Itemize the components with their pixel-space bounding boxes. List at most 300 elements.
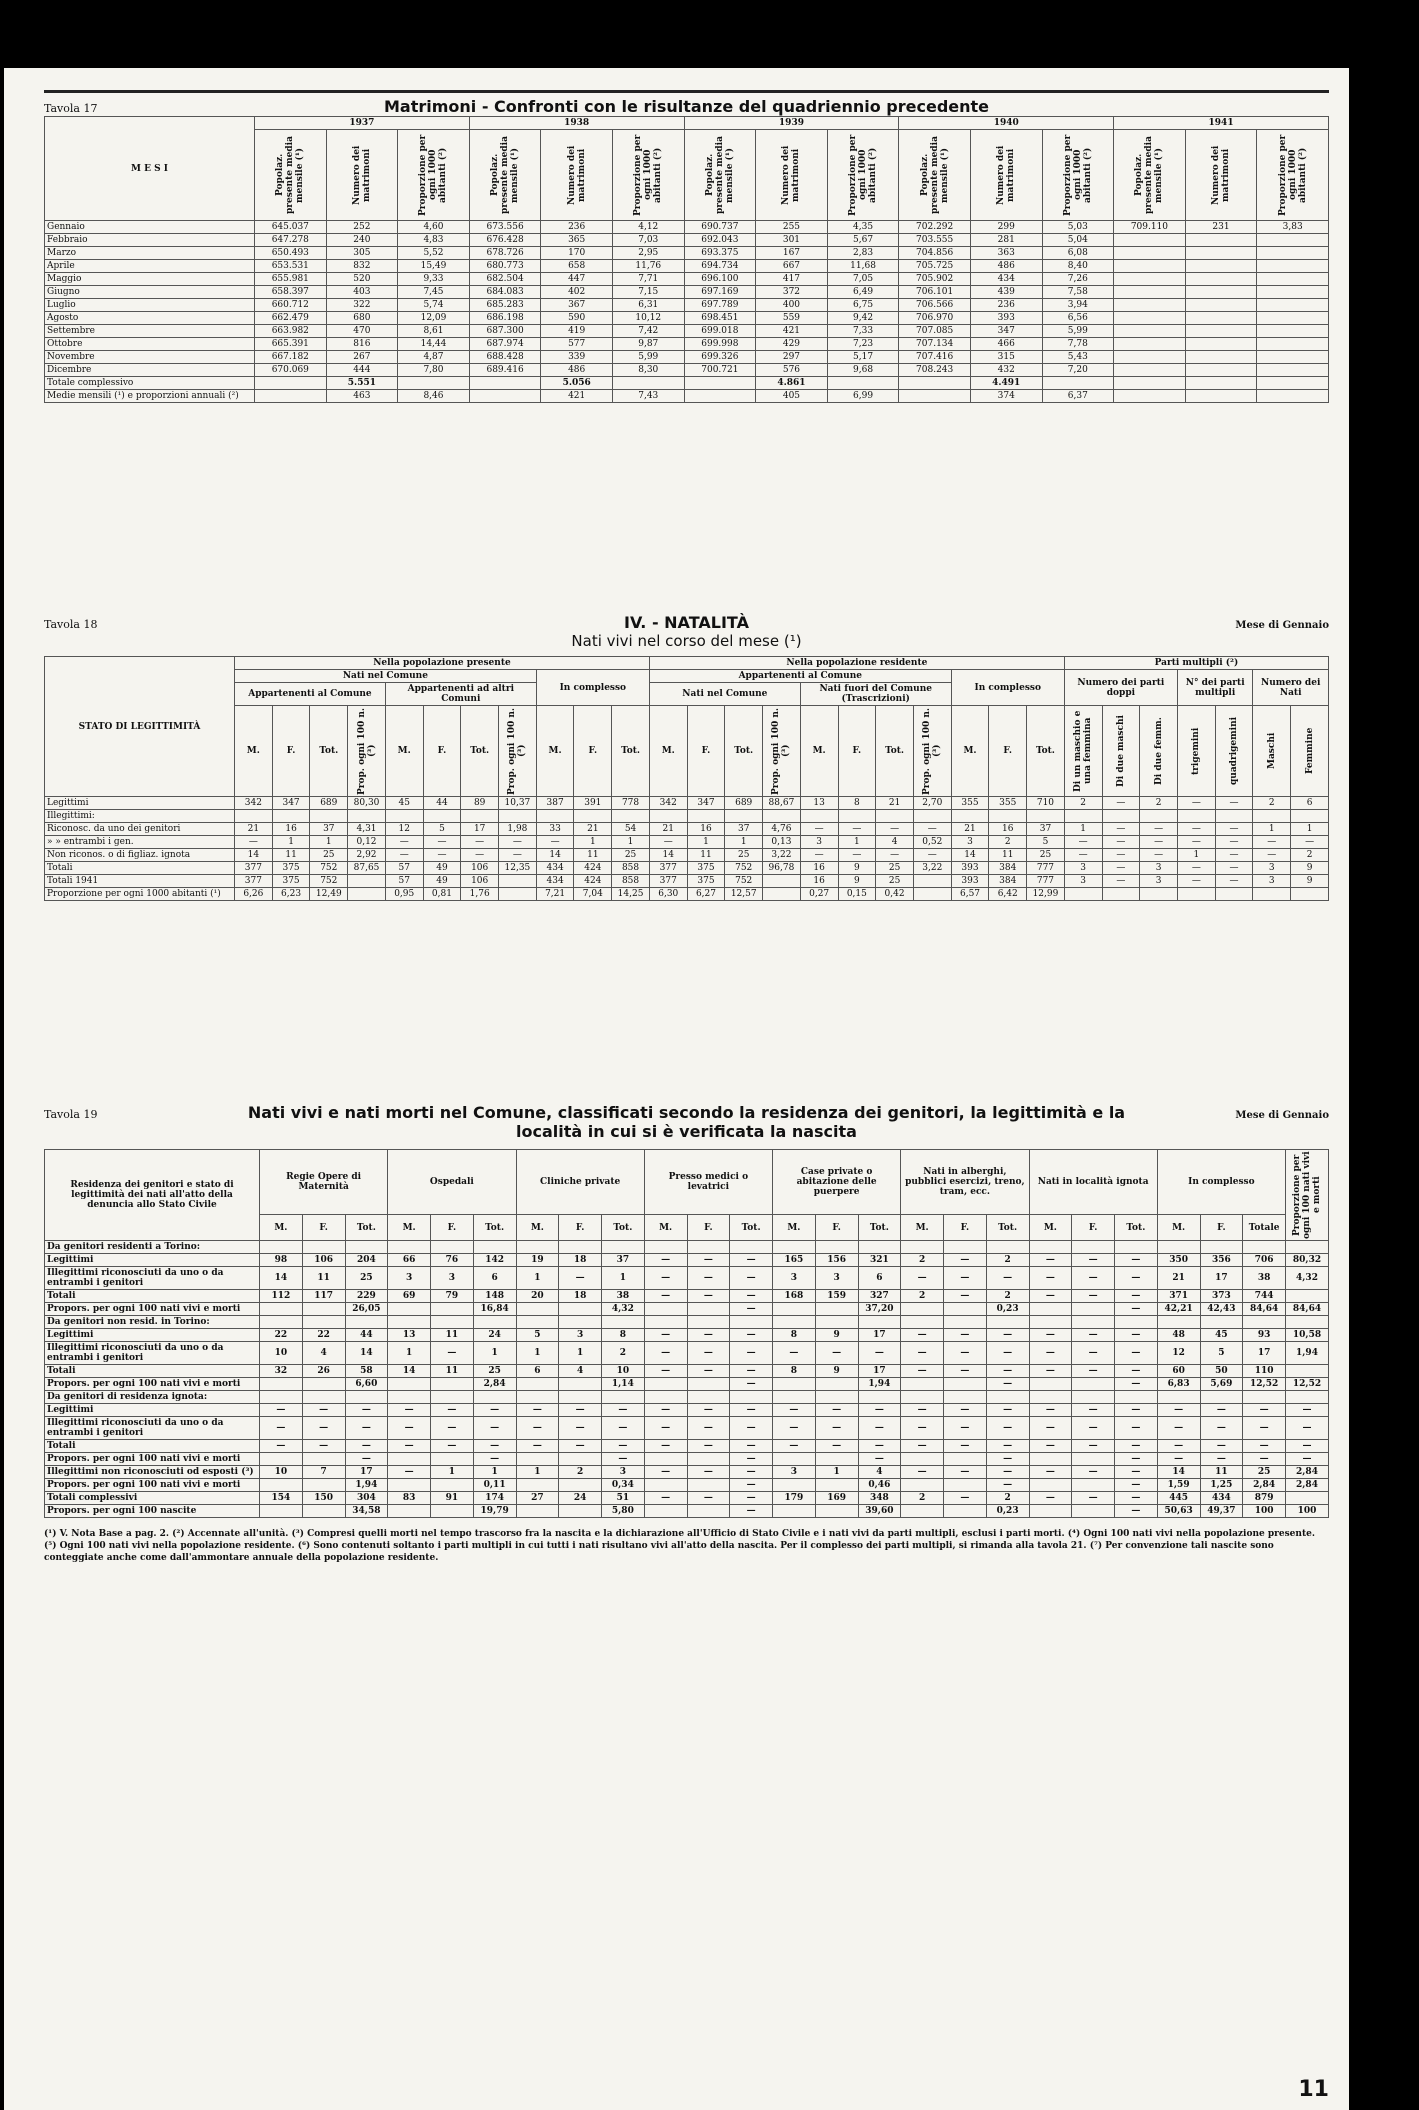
table-cell: 2,70 xyxy=(913,797,951,810)
table-cell: — xyxy=(473,1453,516,1466)
table-cell: 2,95 xyxy=(612,247,684,260)
row-label: Illegittimi non riconosciuti od esposti (³) xyxy=(45,1466,260,1479)
table-cell: 424 xyxy=(574,862,612,875)
table-cell: 391 xyxy=(574,797,612,810)
table-cell: — xyxy=(644,1290,687,1303)
table-cell: 393 xyxy=(951,862,989,875)
table-cell xyxy=(1257,312,1329,325)
table-cell: 14,44 xyxy=(398,338,470,351)
table-cell: 387 xyxy=(536,797,574,810)
table-cell: 7,58 xyxy=(1042,286,1114,299)
col-header: M. xyxy=(644,1215,687,1241)
table-cell: 5 xyxy=(423,823,461,836)
col-header xyxy=(1185,130,1257,221)
table-cell: 12 xyxy=(1157,1342,1200,1365)
medie-label: Medie mensili (¹) e proporzioni annuali (²) xyxy=(45,390,255,403)
prop-header xyxy=(1286,1150,1329,1241)
table-cell: — xyxy=(1064,836,1102,849)
table-cell: — xyxy=(815,1417,858,1440)
table-cell: — xyxy=(944,1417,987,1440)
parti-col-header xyxy=(1291,706,1329,797)
table-cell: 676.428 xyxy=(469,234,541,247)
table-cell: — xyxy=(302,1440,345,1453)
col-header-text: Proporzione per ogni 1000 abitanti (²) xyxy=(418,134,449,216)
table-cell: 384 xyxy=(989,875,1027,888)
table-cell xyxy=(944,1378,987,1391)
table-cell xyxy=(687,1453,730,1466)
col-header-text: Numero dei matrimoni xyxy=(781,145,802,205)
table-cell: — xyxy=(986,1378,1029,1391)
table-cell: — xyxy=(730,1254,773,1267)
table-cell xyxy=(516,1316,559,1329)
table-cell: 165 xyxy=(773,1254,816,1267)
table-cell: 3,94 xyxy=(1042,299,1114,312)
table-cell: 91 xyxy=(431,1492,474,1505)
empty-cell xyxy=(255,390,327,403)
table-cell: 9,42 xyxy=(827,312,899,325)
table-cell: 79 xyxy=(431,1290,474,1303)
table-cell: 142 xyxy=(473,1254,516,1267)
table-cell: 281 xyxy=(970,234,1042,247)
prop-header-text: Proporzione per ogni 100 nati vivi e morti xyxy=(1292,1151,1322,1239)
table-cell xyxy=(1114,325,1186,338)
table-cell: 432 xyxy=(970,364,1042,377)
table-cell: — xyxy=(944,1254,987,1267)
col-header xyxy=(499,706,537,797)
col-header: Tot. xyxy=(858,1215,901,1241)
parti-col-header-text: Femmine xyxy=(1304,727,1315,775)
table-cell xyxy=(1200,1316,1243,1329)
table-cell: 655.981 xyxy=(255,273,327,286)
table-cell xyxy=(1291,810,1329,823)
table-cell: 10,37 xyxy=(499,797,537,810)
table-cell xyxy=(773,1391,816,1404)
table-cell xyxy=(1115,1241,1158,1254)
table-cell xyxy=(1257,260,1329,273)
table-cell: — xyxy=(901,1404,944,1417)
table-cell xyxy=(612,810,650,823)
table-cell: 117 xyxy=(302,1290,345,1303)
table-cell: 37 xyxy=(602,1254,645,1267)
table-cell: — xyxy=(345,1440,388,1453)
row-label: Proporzione per ogni 1000 abitanti (¹) xyxy=(45,888,235,901)
table-cell: 3 xyxy=(773,1466,816,1479)
table-cell: 6,56 xyxy=(1042,312,1114,325)
table-cell: 38 xyxy=(602,1290,645,1303)
table-cell: 658.397 xyxy=(255,286,327,299)
table-cell: — xyxy=(302,1417,345,1440)
table-cell: 6,60 xyxy=(345,1378,388,1391)
table-cell: 706.970 xyxy=(899,312,971,325)
table-cell: 11 xyxy=(302,1267,345,1290)
col-header: F. xyxy=(838,706,876,797)
table-cell: 3 xyxy=(1253,862,1291,875)
col-header: Tot. xyxy=(473,1215,516,1241)
col-header: M. xyxy=(235,706,273,797)
table-cell: 9,33 xyxy=(398,273,470,286)
table-cell xyxy=(499,810,537,823)
col-header-text: Proporzione per ogni 1000 abitanti (²) xyxy=(1277,134,1308,216)
table-cell: 686.198 xyxy=(469,312,541,325)
table-cell xyxy=(302,1453,345,1466)
table-row xyxy=(45,234,1329,247)
table-cell: — xyxy=(388,1417,431,1440)
table-cell xyxy=(1185,260,1257,273)
table-cell xyxy=(516,1391,559,1404)
table-cell: — xyxy=(1115,1254,1158,1267)
table-cell xyxy=(1185,273,1257,286)
presente-header: Nella popolazione presente xyxy=(235,657,650,670)
table-cell xyxy=(499,875,537,888)
table-cell: 2 xyxy=(559,1466,602,1479)
table-cell: 87,65 xyxy=(348,862,386,875)
table-cell xyxy=(986,1391,1029,1404)
table-cell: 21 xyxy=(649,823,687,836)
table-cell: 2 xyxy=(1064,797,1102,810)
table-cell: 707.134 xyxy=(899,338,971,351)
table-cell: 89 xyxy=(461,797,499,810)
table-cell: 168 xyxy=(773,1290,816,1303)
col-header-text: Popolaz. presente media mensile (¹) xyxy=(275,136,306,214)
table-cell: 1 xyxy=(815,1466,858,1479)
table-cell: 348 xyxy=(858,1492,901,1505)
table-cell xyxy=(815,1479,858,1492)
table-cell: 400 xyxy=(756,299,828,312)
table-cell xyxy=(1243,1241,1286,1254)
table-cell: — xyxy=(388,1440,431,1453)
table-cell: 22 xyxy=(302,1329,345,1342)
table-17-section xyxy=(44,88,1329,403)
table-cell xyxy=(1114,286,1186,299)
table-cell: 373 xyxy=(1200,1290,1243,1303)
table-cell: 7,45 xyxy=(398,286,470,299)
table-cell: 24 xyxy=(473,1329,516,1342)
table-cell xyxy=(1185,312,1257,325)
medie-cell xyxy=(1185,390,1257,403)
table-cell: — xyxy=(644,1404,687,1417)
table-cell: 658 xyxy=(541,260,613,273)
table-row xyxy=(45,875,1329,888)
medie-cell: 374 xyxy=(970,390,1042,403)
table-cell xyxy=(986,1241,1029,1254)
col-header: F. xyxy=(989,706,1027,797)
table-cell: 705.725 xyxy=(899,260,971,273)
table-cell: 4 xyxy=(876,836,914,849)
table-cell: 25 xyxy=(725,849,763,862)
table-cell: 342 xyxy=(235,797,273,810)
month-label: Agosto xyxy=(45,312,255,325)
table-cell: 17 xyxy=(345,1466,388,1479)
table-cell xyxy=(687,1303,730,1316)
table-cell: 38 xyxy=(1243,1267,1286,1290)
table-cell: — xyxy=(944,1342,987,1365)
table-cell: — xyxy=(1072,1365,1115,1378)
col-header: F. xyxy=(944,1215,987,1241)
table-cell xyxy=(388,1453,431,1466)
empty-cell xyxy=(899,390,971,403)
table-cell: 347 xyxy=(272,797,310,810)
table-cell: 355 xyxy=(989,797,1027,810)
table-cell: — xyxy=(499,849,537,862)
col-header xyxy=(398,130,470,221)
table-cell xyxy=(1185,234,1257,247)
total-cell: 4.491 xyxy=(970,377,1042,390)
table-row xyxy=(45,1241,1329,1254)
table-cell: — xyxy=(815,1404,858,1417)
table-cell xyxy=(687,1479,730,1492)
table-cell: — xyxy=(858,1440,901,1453)
table-cell: — xyxy=(1072,1329,1115,1342)
table-cell: 434 xyxy=(536,875,574,888)
table-cell: 106 xyxy=(302,1254,345,1267)
table-cell: 20 xyxy=(516,1290,559,1303)
table-cell: — xyxy=(986,1417,1029,1440)
table-cell: 11,68 xyxy=(827,260,899,273)
table-cell xyxy=(1114,338,1186,351)
table-row xyxy=(45,862,1329,875)
table-cell xyxy=(815,1453,858,1466)
table-cell: 777 xyxy=(1027,875,1065,888)
table-cell: 703.555 xyxy=(899,234,971,247)
table-cell: 694.734 xyxy=(684,260,756,273)
table-19-section xyxy=(44,1103,1329,1564)
table-cell: 51 xyxy=(602,1492,645,1505)
table-cell: — xyxy=(986,1267,1029,1290)
table-cell: 2 xyxy=(989,836,1027,849)
table-cell: 179 xyxy=(773,1492,816,1505)
table-cell: 5,99 xyxy=(612,351,684,364)
table-cell: — xyxy=(1200,1440,1243,1453)
table-cell: — xyxy=(1029,1466,1072,1479)
col-header: Tot. xyxy=(310,706,348,797)
table-cell: 2 xyxy=(1253,797,1291,810)
table-cell: 689 xyxy=(310,797,348,810)
app-altri-header: Appartenenti ad altri Comuni xyxy=(385,683,536,706)
table-cell: — xyxy=(901,1329,944,1342)
table-cell: 0,23 xyxy=(986,1303,1029,1316)
col-header-text: Prop. ogni 100 n. (³) xyxy=(356,707,377,795)
table-cell: 4 xyxy=(858,1466,901,1479)
table-cell xyxy=(763,888,801,901)
table-cell: — xyxy=(1115,1440,1158,1453)
table-cell: 707.416 xyxy=(899,351,971,364)
table-cell xyxy=(345,1391,388,1404)
table-cell: 0,95 xyxy=(385,888,423,901)
table-cell: 34,58 xyxy=(345,1505,388,1518)
table-cell: 678.726 xyxy=(469,247,541,260)
table-cell xyxy=(644,1479,687,1492)
col-header-text: Numero dei matrimoni xyxy=(996,145,1017,205)
table-cell xyxy=(1064,810,1102,823)
table-cell xyxy=(1114,260,1186,273)
table-cell xyxy=(1243,1391,1286,1404)
table-cell xyxy=(815,1303,858,1316)
table-cell: 486 xyxy=(970,260,1042,273)
table-cell xyxy=(302,1378,345,1391)
col-header-text: Popolaz. presente media mensile (¹) xyxy=(919,136,950,214)
table-cell: — xyxy=(913,849,951,862)
table-cell: 1 xyxy=(602,1267,645,1290)
table-cell: — xyxy=(901,1417,944,1440)
row-label: Totali xyxy=(45,1365,260,1378)
table-cell: — xyxy=(858,1342,901,1365)
table-cell: 12 xyxy=(385,823,423,836)
table-cell xyxy=(1257,364,1329,377)
empty-cell xyxy=(255,377,327,390)
table-cell: — xyxy=(1253,849,1291,862)
row-label: Legittimi xyxy=(45,797,235,810)
table-cell: 7,20 xyxy=(1042,364,1114,377)
table-cell: 417 xyxy=(756,273,828,286)
table-cell: — xyxy=(388,1404,431,1417)
table-cell: 0,13 xyxy=(763,836,801,849)
table-cell xyxy=(1286,1365,1329,1378)
table-cell: 236 xyxy=(970,299,1042,312)
table-cell: — xyxy=(986,1440,1029,1453)
table-row xyxy=(45,1342,1329,1365)
table-cell: 156 xyxy=(815,1254,858,1267)
table-cell: 4 xyxy=(559,1365,602,1378)
month-label: Settembre xyxy=(45,325,255,338)
table-cell: 4,35 xyxy=(827,221,899,234)
table-cell xyxy=(260,1303,303,1316)
table-18-section xyxy=(44,613,1329,901)
table-cell: 17 xyxy=(858,1329,901,1342)
table-cell xyxy=(1286,1391,1329,1404)
table-cell: 697.789 xyxy=(684,299,756,312)
table-cell: 1 xyxy=(612,836,650,849)
table-row xyxy=(45,1404,1329,1417)
table-cell xyxy=(773,1303,816,1316)
table-cell: — xyxy=(1115,1404,1158,1417)
table-cell xyxy=(260,1391,303,1404)
table-cell: — xyxy=(1072,1492,1115,1505)
table-cell: — xyxy=(602,1440,645,1453)
table-cell: 255 xyxy=(756,221,828,234)
multipli-header: N° dei parti multipli xyxy=(1177,670,1252,706)
table-row xyxy=(45,1492,1329,1505)
table-cell xyxy=(944,1241,987,1254)
table-cell xyxy=(1200,1241,1243,1254)
table-cell xyxy=(1257,299,1329,312)
table-cell xyxy=(602,1391,645,1404)
table-cell: 76 xyxy=(431,1254,474,1267)
table-cell: 321 xyxy=(858,1254,901,1267)
table-cell: 25 xyxy=(612,849,650,862)
table-cell: — xyxy=(423,836,461,849)
table-cell xyxy=(1286,1316,1329,1329)
table-cell xyxy=(388,1303,431,1316)
table-cell: — xyxy=(1115,1466,1158,1479)
table-row xyxy=(45,364,1329,377)
table-cell: — xyxy=(1029,1492,1072,1505)
col-header: F. xyxy=(431,1215,474,1241)
table-cell xyxy=(815,1241,858,1254)
table-cell xyxy=(989,810,1027,823)
table-cell xyxy=(687,1316,730,1329)
table-cell xyxy=(1185,338,1257,351)
row-label: Propors. per ogni 100 nati vivi e morti xyxy=(45,1378,260,1391)
table-cell xyxy=(1102,888,1140,901)
table-cell: 687.300 xyxy=(469,325,541,338)
table-cell xyxy=(773,1316,816,1329)
table-cell: 45 xyxy=(385,797,423,810)
table-cell: — xyxy=(913,823,951,836)
group-header: Regie Opere di Maternità xyxy=(260,1150,388,1215)
medie-cell xyxy=(1257,390,1329,403)
table-cell xyxy=(1286,1492,1329,1505)
total-cell: 5.056 xyxy=(541,377,613,390)
table-cell: 2 xyxy=(901,1254,944,1267)
table-cell: 702.292 xyxy=(899,221,971,234)
table-cell: 0,27 xyxy=(800,888,838,901)
table-cell: 699.018 xyxy=(684,325,756,338)
table-cell xyxy=(1177,888,1215,901)
table-cell: — xyxy=(687,1290,730,1303)
table-cell: 17 xyxy=(461,823,499,836)
table-row xyxy=(45,1303,1329,1316)
app-comune-header: Appartenenti al Comune xyxy=(235,683,386,706)
table-cell: 44 xyxy=(345,1329,388,1342)
table-cell: 9 xyxy=(1291,875,1329,888)
table-cell: 377 xyxy=(235,862,273,875)
table-cell: 42,21 xyxy=(1157,1303,1200,1316)
col-header xyxy=(348,706,386,797)
table-cell: — xyxy=(385,849,423,862)
col-header: F. xyxy=(574,706,612,797)
month-label: Novembre xyxy=(45,351,255,364)
table-cell: 372 xyxy=(756,286,828,299)
table-cell: 434 xyxy=(1200,1492,1243,1505)
table-cell: 14 xyxy=(260,1267,303,1290)
table-cell: 5,04 xyxy=(1042,234,1114,247)
table-cell: 3 xyxy=(559,1329,602,1342)
table-cell: 693.375 xyxy=(684,247,756,260)
table-cell: 662.479 xyxy=(255,312,327,325)
compl-header-res: In complesso xyxy=(951,670,1064,706)
table-cell: — xyxy=(901,1440,944,1453)
table-cell: 690.737 xyxy=(684,221,756,234)
table-cell: 12,57 xyxy=(725,888,763,901)
table-cell: 1,94 xyxy=(1286,1342,1329,1365)
table-cell: 710 xyxy=(1027,797,1065,810)
table-cell: — xyxy=(901,1342,944,1365)
table-cell: 705.902 xyxy=(899,273,971,286)
table-cell: 653.531 xyxy=(255,260,327,273)
table-cell: — xyxy=(1029,1342,1072,1365)
table-cell: 100 xyxy=(1243,1505,1286,1518)
table-cell: 21 xyxy=(574,823,612,836)
table-row xyxy=(45,1466,1329,1479)
table-cell xyxy=(1215,888,1253,901)
table-cell: 355 xyxy=(951,797,989,810)
table-cell xyxy=(725,810,763,823)
table-cell xyxy=(1243,1316,1286,1329)
compl-header: In complesso xyxy=(536,670,649,706)
table-cell xyxy=(1029,1241,1072,1254)
table-cell: 577 xyxy=(541,338,613,351)
col-header: F. xyxy=(272,706,310,797)
table-cell: 17 xyxy=(1200,1267,1243,1290)
table-cell: 15,49 xyxy=(398,260,470,273)
table-cell: — xyxy=(986,1453,1029,1466)
table-cell: — xyxy=(944,1329,987,1342)
nati-comune-header: Nati nel Comune xyxy=(235,670,537,683)
table-cell: 706.101 xyxy=(899,286,971,299)
table-cell: 7,15 xyxy=(612,286,684,299)
medie-cell: 6,37 xyxy=(1042,390,1114,403)
col-header: Totale xyxy=(1243,1215,1286,1241)
